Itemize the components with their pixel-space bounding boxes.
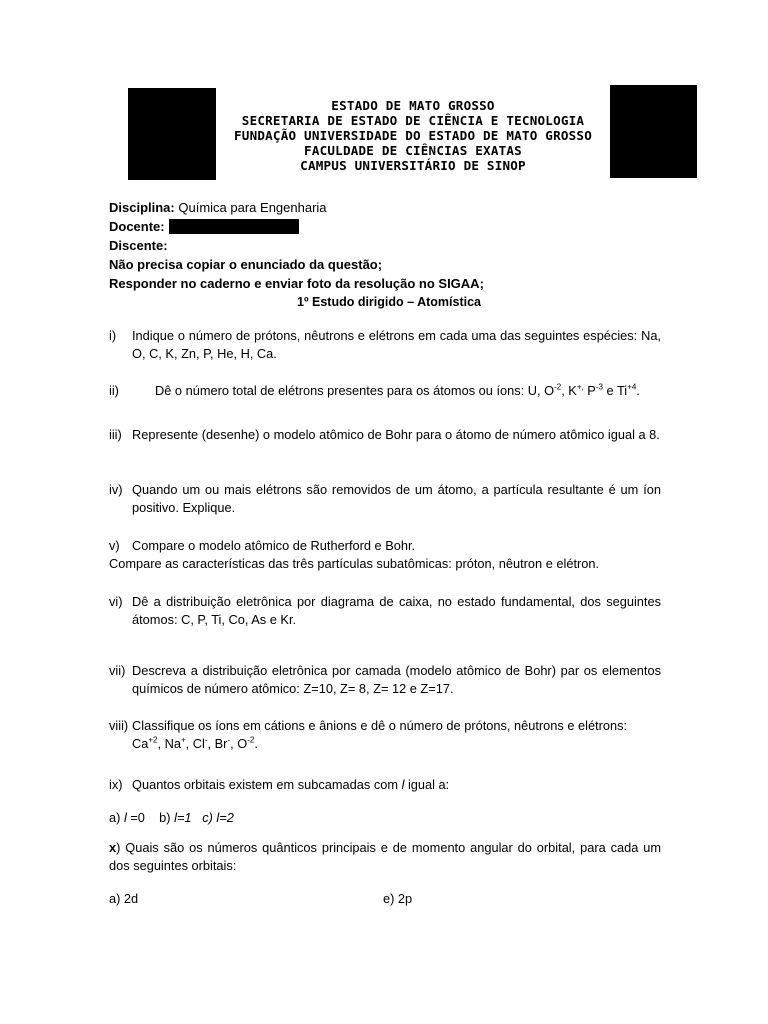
option-value: =0	[126, 810, 145, 825]
option-label: b)	[159, 810, 175, 825]
course-info	[109, 198, 669, 293]
charge: -2	[554, 382, 562, 392]
question-number: ix)	[109, 777, 123, 792]
question-number: x	[109, 840, 117, 855]
question-number: iv)	[109, 482, 123, 497]
text-part: , K	[561, 383, 577, 398]
text-part: Classifique os íons em cátions e ânions e dê o número de prótons, nêutrons e elétrons:	[132, 718, 628, 733]
option-label: a)	[109, 810, 124, 825]
instruction-note: Não precisa copiar o enunciado da questão;	[109, 257, 383, 272]
italic-symbol: l	[123, 810, 127, 825]
question-number: v)	[109, 538, 120, 553]
text-part: .	[254, 736, 258, 751]
charge: +	[180, 735, 186, 745]
header-line: CAMPUS UNIVERSITÁRIO DE SINOP	[300, 158, 526, 173]
question-5	[109, 537, 661, 555]
question-number: vi)	[109, 594, 123, 609]
text-part: .	[636, 383, 640, 398]
question-text: Compare o modelo atômico de Rutherford e Bohr.	[132, 538, 416, 553]
question-9	[109, 776, 661, 794]
redacted-logo-right	[610, 85, 697, 178]
question-text	[132, 776, 661, 794]
question-text: Descreva a distribuição eletrônica por camada (modelo atômico de Bohr) par os elementos químicos de número atômico: Z=10, Z= 8, Z= 12 e Z=17.	[132, 663, 661, 696]
institution-header	[216, 98, 610, 173]
charge: +4	[627, 382, 637, 392]
charge: -3	[595, 382, 603, 392]
question-text: Dê a distribuição eletrônica por diagrama de caixa, no estado fundamental, dos seguintes átomos: C, P, Ti, Co, As e Kr.	[132, 594, 661, 627]
charge: -	[227, 735, 231, 745]
question-number: viii)	[109, 718, 129, 733]
ion: Ca	[132, 736, 149, 751]
question-text	[155, 382, 661, 400]
question-text	[132, 717, 661, 753]
charge: -	[204, 735, 208, 745]
italic-symbol: l	[401, 777, 405, 792]
question-number: ii)	[109, 383, 119, 398]
charge: +,	[576, 382, 584, 392]
header-line: SECRETARIA DE ESTADO DE CIÊNCIA E TECNOLOGIA	[241, 113, 585, 128]
question-number: vii)	[109, 663, 126, 678]
ion: , Na	[157, 736, 181, 751]
question-10	[109, 839, 661, 875]
text-part: Dê o número total de elétrons presentes para os átomos ou íons: U, O	[155, 383, 555, 398]
disciplina-value: Química para Engenharia	[178, 200, 327, 215]
question-text: Quais são os números quânticos principais e de momento angular do orbital, para cada um dos seguintes orbitais:	[109, 840, 661, 873]
question-5-extra: Compare as características das três partículas subatômicas: próton, nêutron e elétron.	[109, 556, 600, 571]
instruction-note: Responder no caderno e enviar foto da resolução no SIGAA;	[109, 276, 484, 291]
disciplina-label: Disciplina:	[109, 200, 175, 215]
option-value: c) l=2	[202, 810, 234, 825]
docente-row	[109, 217, 669, 236]
question-8	[109, 717, 661, 753]
ion: , Br	[207, 736, 228, 751]
question-9-options	[109, 809, 661, 827]
text-part: Quantos orbitais existem em subcamadas com	[132, 777, 402, 792]
charge: +2	[148, 735, 158, 745]
question-7	[109, 662, 661, 698]
charge: -2	[247, 735, 255, 745]
question-text: Indique o número de prótons, nêutrons e elétrons em cada uma das seguintes espécies: Na, O, C, K, Zn, P, He, H, Ca.	[132, 328, 661, 361]
header-line: FACULDADE DE CIÊNCIAS EXATAS	[304, 143, 522, 158]
text-part: )	[116, 840, 121, 855]
text-part: P	[583, 383, 596, 398]
question-10-option-e: e) 2p	[383, 891, 413, 906]
disciplina-row	[109, 198, 669, 217]
question-6	[109, 593, 661, 629]
option-value: l=1	[174, 810, 192, 825]
question-number: iii)	[109, 427, 122, 442]
header-line: FUNDAÇÃO UNIVERSIDADE DO ESTADO DE MATO GROSSO	[234, 128, 592, 143]
redacted-docente-name	[169, 219, 299, 234]
question-text: Represente (desenhe) o modelo atômico de Bohr para o átomo de número atômico igual a 8.	[132, 427, 660, 442]
question-3	[109, 426, 661, 444]
docente-label: Docente:	[109, 219, 165, 234]
text-part: e Ti	[602, 383, 628, 398]
question-1	[109, 327, 661, 363]
question-10-option-a: a) 2d	[109, 891, 139, 906]
question-number: i)	[109, 328, 117, 343]
ion: , O	[230, 736, 248, 751]
header-line: ESTADO DE MATO GROSSO	[331, 98, 495, 113]
page-title: 1º Estudo dirigido – Atomística	[297, 295, 481, 309]
question-text: Quando um ou mais elétrons são removidos de um átomo, a partícula resultante é um íon positivo. Explique.	[132, 482, 661, 515]
question-2	[109, 382, 661, 400]
text-part: igual a:	[404, 777, 450, 792]
ion: , Cl	[185, 736, 205, 751]
question-4	[109, 481, 661, 517]
discente-label: Discente:	[109, 238, 168, 253]
redacted-logo-left	[128, 88, 216, 180]
